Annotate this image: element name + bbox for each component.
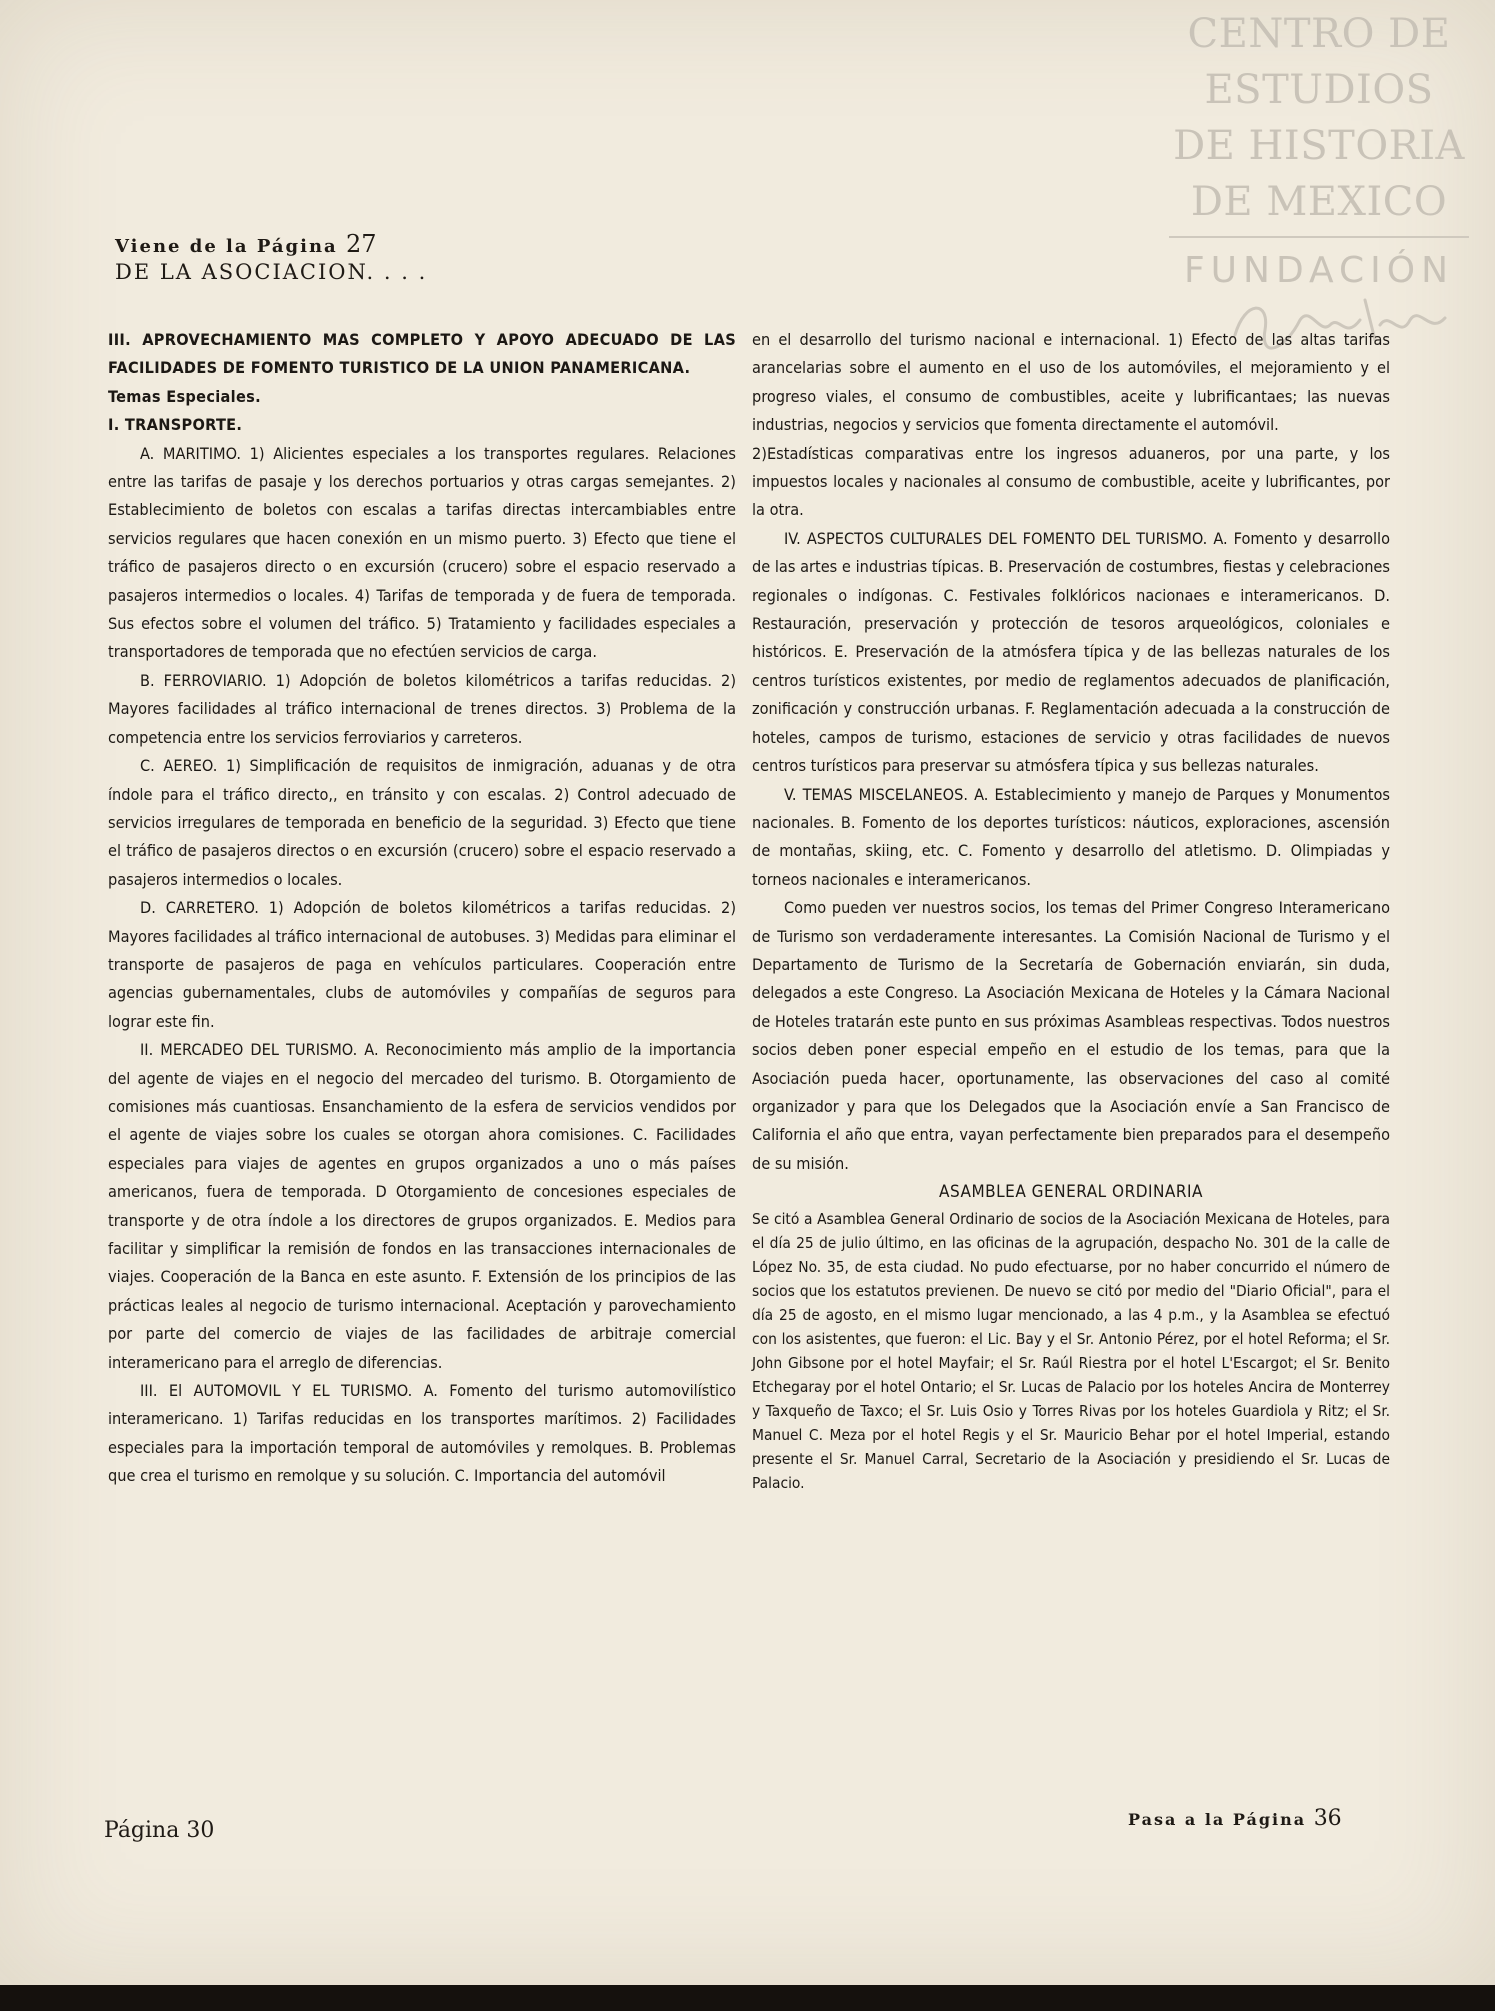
paragraph: III. El AUTOMOVIL Y EL TURISMO. A. Fomento del turismo automovilístico interamericano. 1) Tarifas reducidas en los transportes marítimos. 2) Facilidades especiales para la importación temporal de automóviles y remolques. B. Problemas que crea el turismo en remolque y su solución. C. Importancia del automóvil xyxy=(108,1381,736,1486)
continued-from-label: Viene de la Página xyxy=(115,236,338,257)
continued-from-page: 27 xyxy=(346,230,377,258)
page-number: Página 30 xyxy=(104,1818,215,1843)
paragraph: V. TEMAS MISCELANEOS. A. Establecimiento y manejo de Parques y Monumentos nacionales. B. Fomento de los deportes turísticos: náuticos, exploraciones, ascensión de montañas, skiing, etc. C. Fomento y desarrollo del atletismo. D. Olimpiadas y torneos nacionales e interamericanos. xyxy=(752,784,1390,889)
left-column xyxy=(108,326,736,1491)
paragraph: ASAMBLEA GENERAL ORDINARIA xyxy=(939,1182,1203,1203)
continued-to-page: 36 xyxy=(1313,1806,1342,1831)
paragraph: B. FERROVIARIO. 1) Adopción de boletos kilométricos a tarifas reducidas. 2) Mayores facilidades al tráfico internacional de trenes directos. 3) Problema de la competencia entre los servicios ferroviarios y carreteros. xyxy=(108,670,736,747)
watermark-foundation: FUNDACIÓN xyxy=(1183,250,1455,291)
continuation-header xyxy=(115,230,427,284)
scan-bottom-edge xyxy=(0,1985,1495,2011)
paragraph: 2)Estadísticas comparativas entre los ingresos aduaneros, por una parte, y los impuestos locales y nacionales al consumo de combustible, aceite y lubrificantes, por la otra. xyxy=(752,443,1390,520)
right-column xyxy=(752,326,1390,1495)
paragraph: Temas Especiales. xyxy=(108,386,261,406)
paragraph: C. AEREO. 1) Simplificación de requisitos de inmigración, aduanas y de otra índole para el tráfico directo,, en tránsito y con escalas. 2) Control adecuado de servicios irregulares de temporada en beneficio de la seguridad. 3) Efecto que tiene el tráfico de pasajeros directos o en excursión (crucero) sobre el espacio reservado a pasajeros intermedios o locales. xyxy=(108,756,736,889)
watermark-line-2: ESTUDIOS xyxy=(1204,67,1434,113)
watermark-line-3: DE HISTORIA xyxy=(1173,123,1465,169)
continued-to-line xyxy=(1128,1806,1342,1831)
article-title: DE LA ASOCIACION. . . . xyxy=(115,260,428,284)
paragraph: III. APROVECHAMIENTO MAS COMPLETO Y APOYO ADECUADO DE LAS FACILIDADES DE FOMENTO TURISTICO DE LA UNION PANAMERICANA. xyxy=(108,330,736,378)
watermark-line-1: CENTRO DE xyxy=(1187,11,1451,57)
paragraph: II. MERCADEO DEL TURISMO. A. Reconocimiento más amplio de la importancia del agente de viajes en el negocio del mercadeo del turismo. B. Otorgamiento de comisiones más cuantiosas. Ensanchamiento de la esfera de servicios vendidos por el agente de viajes sobre los cuales se otorgan ahora comisiones. C. Facilidades especiales para viajes de agentes en grupos organizados a uno o más países americanos, fuera de temporada. D Otorgamiento de concesiones especiales de transporte y de otra índole a los directores de grupos organizados. E. Medios para facilitar y simplificar la remisión de fondos en las transacciones internacionales de viajes. Cooperación de la Banca en este asunto. F. Extensión de los principios de las prácticas leales al negocio de turismo internacional. Aceptación y parovechamiento por parte del comercio de viajes de las facilidades de arbitraje comercial interamericano para el arreglo de diferencias. xyxy=(108,1040,736,1372)
paragraph: I. TRANSPORTE. xyxy=(108,415,243,435)
paragraph: IV. ASPECTOS CULTURALES DEL FOMENTO DEL TURISMO. A. Fomento y desarrollo de las artes e industrias típicas. B. Preservación de costumbres, fiestas y celebraciones regionales o indígonas. C. Festivales folklóricos nacionaes e interamericanos. D. Restauración, preservación y protección de tesoros arqueológicos, coloniales e históricos. E. Preservación de la atmósfera típica y de las bellezas naturales de los centros turísticos existentes, por medio de reglamentos adecuados de planificación, zonificación y construcción urbanas. F. Reglamentación adecuada a la construcción de hoteles, campos de turismo, estaciones de servicio y otras facilidades de nuevos centros turísticos para preservar su atmósfera típica y sus bellezas naturales. xyxy=(752,528,1390,776)
paragraph: Como pueden ver nuestros socios, los temas del Primer Congreso Interamericano de Turismo son verdaderamente interesantes. La Comisión Nacional de Turismo y el Departamento de Turismo de la Secretaría de Gobernación enviarán, sin duda, delegados a este Congreso. La Asociación Mexicana de Hoteles y la Cámara Nacional de Hoteles tratarán este punto en sus próximas Asambleas respectivas. Todos nuestros socios deben poner especial empeño en el estudio de los temas, para que la Asociación pueda hacer, oportunamente, las observaciones del caso al comité organizador y para que los Delegados que la Asociación envíe a San Francisco de California el año que entra, vayan perfectamente bien preparados para el desempeño de su misión. xyxy=(752,898,1390,1173)
watermark-divider xyxy=(1169,236,1469,238)
continued-to-label: Pasa a la Página xyxy=(1128,1810,1307,1829)
archive-watermark xyxy=(1169,6,1469,296)
paragraph: A. MARITIMO. 1) Alicientes especiales a los transportes regulares. Relaciones entre las tarifas de pasaje y los derechos portuarios y otras cargas semejantes. 2) Establecimiento de boletos con escalas a tarifas directas intercambiables entre servicios regulares que hacen conexión en un mismo puerto. 3) Efecto que tiene el tráfico de pasajeros directo o en excursión (crucero) sobre el espacio reservado a pasajeros intermedios o locales. 4) Tarifas de temporada y de fuera de temporada. Sus efectos sobre el volumen del tráfico. 5) Tratamiento y facilidades especiales a transportadores de temporada que no efectúen servicios de carga. xyxy=(108,443,736,662)
watermark-line-4: DE MEXICO xyxy=(1190,179,1448,225)
continued-from-line xyxy=(115,230,427,258)
paragraph: en el desarrollo del turismo nacional e internacional. 1) Efecto de las altas tarifas arancelarias sobre el aumento en el uso de los automóviles, el mejoramiento y el progreso viales, el consumo de combustibles, aceite y lubrificantaes; las nuevas industrias, negocios y servicios que fomenta directamente el automóvil. xyxy=(752,330,1390,435)
paragraph: D. CARRETERO. 1) Adopción de boletos kilométricos a tarifas reducidas. 2) Mayores facilidades al tráfico internacional de autobuses. 3) Medidas para eliminar el transporte de pasajeros de paga en vehículos particulares. Cooperación entre agencias gubernamentales, clubs de automóviles y compañías de seguros para lograr este fin. xyxy=(108,898,736,1031)
paragraph: Se citó a Asamblea General Ordinario de socios de la Asociación Mexicana de Hoteles, para el día 25 de julio último, en las oficinas de la agrupación, despacho No. 301 de la calle de López No. 35, de esta ciudad. No pudo efectuarse, por no haber concurrido el número de socios que los estatutos previenen. De nuevo se citó por medio del "Diario Oficial", para el día 25 de agosto, en el mismo lugar mencionado, a las 4 p.m., y la Asamblea se efectuó con los asistentes, que fueron: el Lic. Bay y el Sr. Antonio Pérez, por el hotel Reforma; el Sr. John Gibsone por el hotel Mayfair; el Sr. Raúl Riestra por el hotel L'Escargot; el Sr. Benito Etchegaray por el hotel Ontario; el Sr. Lucas de Palacio por los hoteles Ancira de Monterrey y Taxqueño de Taxco; el Sr. Luis Osio y Torres Rivas por los hoteles Guardiola y Ritz; el Sr. Manuel C. Meza por el hotel Regis y el Sr. Mauricio Behar por el hotel Imperial, estando presente el Sr. Manuel Carral, Secretario de la Asociación y presidiendo el Sr. Lucas de Palacio. xyxy=(752,1209,1390,1492)
